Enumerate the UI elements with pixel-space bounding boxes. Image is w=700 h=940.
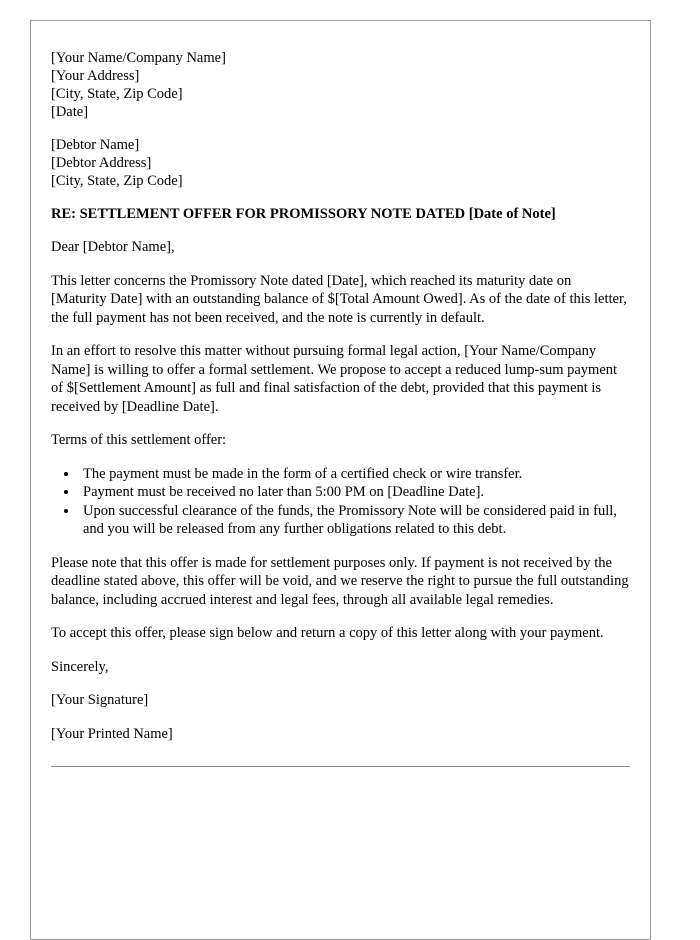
terms-item-1: • The payment must be made in the form of a certified check or wire transfer.	[79, 465, 630, 484]
body-paragraph-1: This letter concerns the Promissory Note dated [Date], which reached its maturity date on [Maturity Date] with an outstanding balance of $[Total Amount Owed]. As of the date of this letter, the full payment has not been received, and the note is currently in default.	[51, 272, 627, 326]
body-paragraph-2: In an effort to resolve this matter without pursuing formal legal action, [Your Name/Company Name] is willing to offer a formal settlement. We propose to accept a reduced lump-sum payment of $[Settlement Amount] as full and final satisfaction of the debt, provided that this payment is received by [Deadline Date].	[51, 343, 618, 415]
letter-date: [Date]	[51, 104, 89, 120]
debtor-city-state-zip: [City, State, Zip Code]	[51, 173, 183, 189]
bottom-divider	[51, 766, 630, 767]
sender-block	[51, 49, 630, 121]
terms-list	[51, 465, 630, 539]
closing: Sincerely,	[51, 658, 109, 675]
debtor-address: [Debtor Address]	[51, 155, 152, 171]
printed-name-placeholder: [Your Printed Name]	[51, 725, 173, 742]
sender-city-state-zip: [City, State, Zip Code]	[51, 86, 183, 102]
letter-page	[30, 20, 651, 940]
sender-address: [Your Address]	[51, 68, 140, 84]
terms-item-3: • Upon successful clearance of the funds, the Promissory Note will be considered paid in full, and you will be released from any further obligations related to this debt.	[79, 502, 630, 539]
body-paragraph-4: To accept this offer, please sign below and return a copy of this letter along with your payment.	[51, 625, 604, 641]
salutation: Dear [Debtor Name],	[51, 239, 175, 255]
recipient-block	[51, 136, 630, 190]
sender-name: [Your Name/Company Name]	[51, 50, 226, 66]
debtor-name: [Debtor Name]	[51, 137, 140, 153]
terms-item-2: • Payment must be received no later than 5:00 PM on [Deadline Date].	[79, 483, 630, 502]
signature-placeholder: [Your Signature]	[51, 692, 149, 708]
terms-intro: Terms of this settlement offer:	[51, 432, 227, 448]
subject-line: RE: SETTLEMENT OFFER FOR PROMISSORY NOTE DATED [Date of Note]	[51, 206, 556, 222]
body-paragraph-3: Please note that this offer is made for settlement purposes only. If payment is not received by the deadline stated above, this offer will be void, and we reserve the right to pursue the full outstanding balance, including accrued interest and legal fees, through all available legal remedies.	[51, 554, 629, 608]
